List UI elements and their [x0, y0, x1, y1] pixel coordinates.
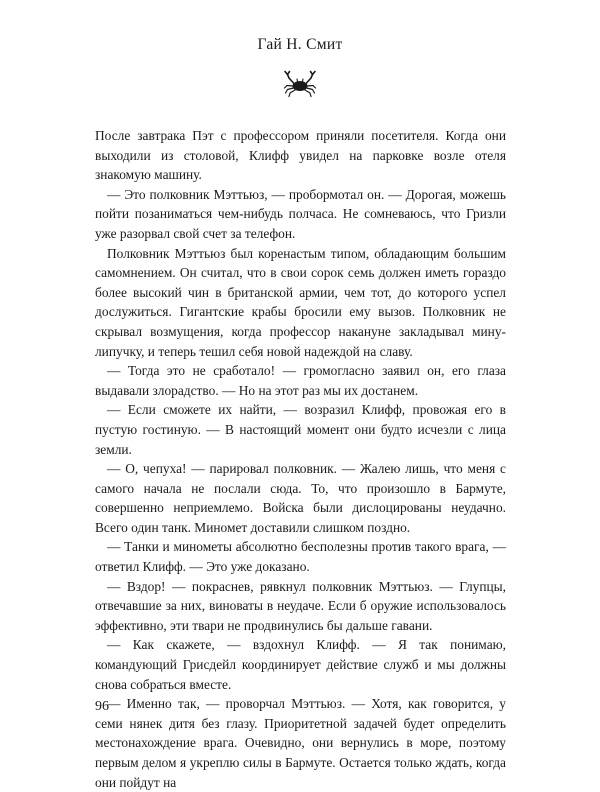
page-number: 96 — [95, 699, 109, 714]
paragraph: — Как скажете, — вздохнул Клифф. — Я так понимаю, командующий Грисдейл координирует действие служб и мы должны снова собраться вместе. — [95, 637, 506, 692]
paragraph: Полковник Мэттьюз был коренастым типом, обладающим большим самомнением. Он считал, что в свои сорок семь должен иметь гораздо более высокий чин в британской армии, чем тот, до которого успел дослужиться. Гигантские крабы бросили ему вызов. Полковник не скрывал возмущения, когда профессор накануне закладывал мину-липучку, и теперь тешил себя новой надеждой на славу. — [95, 245, 506, 359]
body-text — [95, 126, 506, 792]
paragraph: — Именно так, — проворчал Мэттьюз. — Хотя, как говорится, у семи нянек дитя без глазу. Приоритетной задачей будет определить местонахождение врага. Очевидно, они вернулись в море, поэтому первым делом я укреплю силы в Бармуте. Остается только ждать, когда они пойдут на — [95, 696, 506, 790]
running-head: Гай Н. Смит — [257, 36, 343, 53]
paragraph: — Это полковник Мэттьюз, — пробормотал он. — Дорогая, можешь пойти позаниматься чем-нибудь полчаса. Не сомневаюсь, что Гризли уже разорвал свой счет за телефон. — [95, 186, 506, 241]
paragraph: — Вздор! — покраснев, рявкнул полковник Мэттьюз. — Глупцы, отвечавшие за них, виноваты в неудаче. Если б оружие использовалось эффективно, эти твари не продвинулись бы дальше гавани. — [95, 578, 506, 633]
crab-icon — [282, 70, 318, 98]
paragraph: — Тогда это не сработало! — громогласно заявил он, его глаза выдавали злорадство. — Но на этот раз мы их достанем. — [95, 363, 506, 398]
paragraph: — О, чепуха! — парировал полковник. — Жалею лишь, что меня с самого начала не послали сюда. То, что произошло в Бармуте, совершенно неприемлемо. Войска были дислоцированы неудачно. Всего один танк. Миномет доставили слишком поздно. — [95, 461, 506, 535]
paragraph: После завтрака Пэт с профессором приняли посетителя. Когда они выходили из столовой, Клифф увидел на парковке возле отеля знакомую машину. — [95, 128, 506, 183]
paragraph: — Если сможете их найти, — возразил Клифф, провожая его в пустую гостиную. — В настоящий момент они будто исчезли с лица земли. — [95, 402, 506, 457]
paragraph: — Танки и минометы абсолютно бесполезны против такого врага, — ответил Клифф. — Это уже доказано. — [95, 539, 506, 575]
